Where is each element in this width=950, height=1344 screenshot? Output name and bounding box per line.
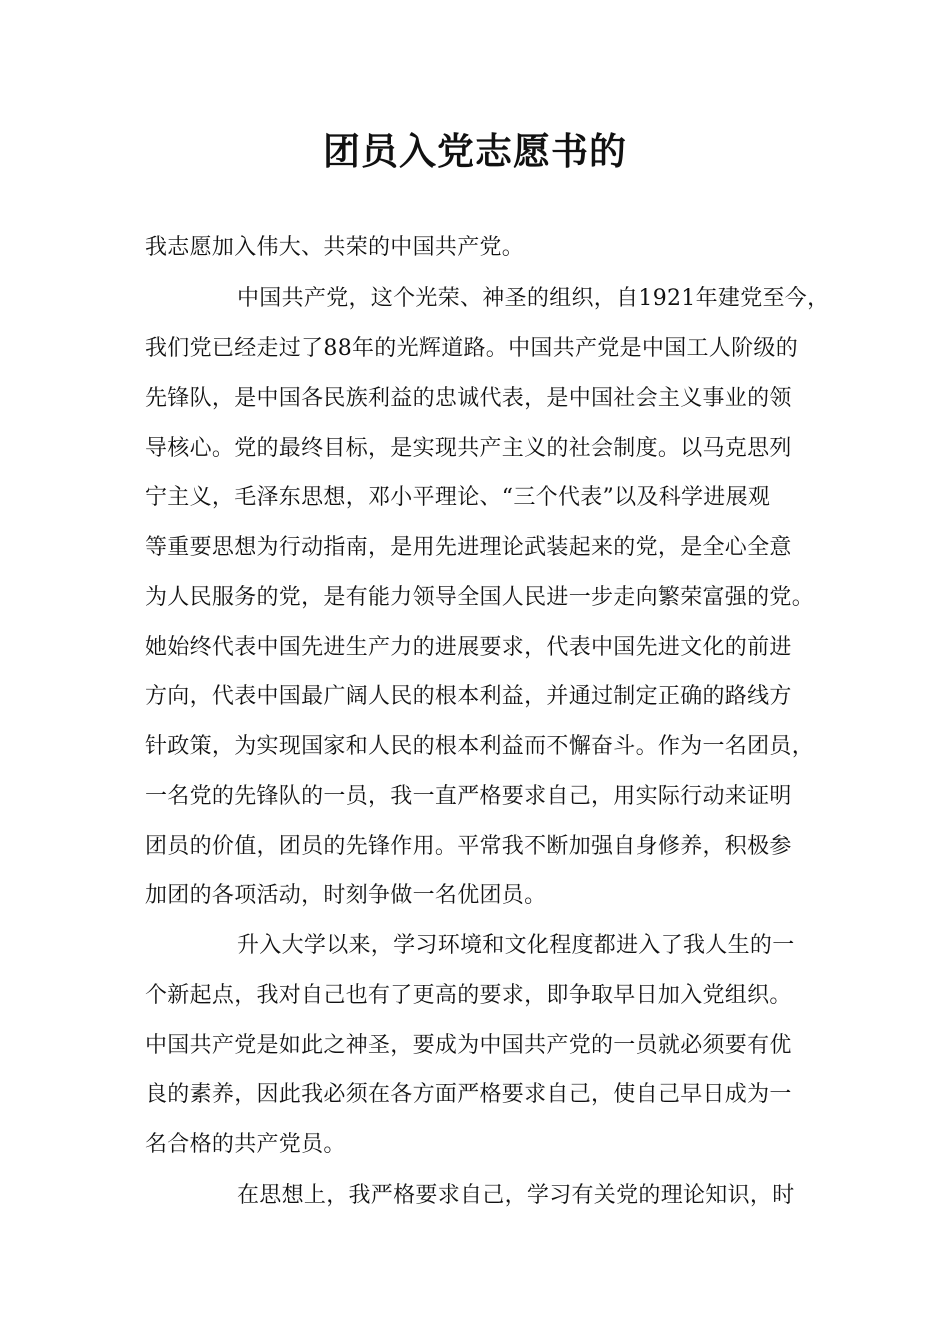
text-line: 团员的价值，团员的先锋作用。平常我不断加强自身修养，积极参	[145, 834, 792, 859]
text-line: 个新起点，我对自己也有了更高的要求，即争取早日加入党组织。	[145, 983, 792, 1008]
text-line: 先锋队，是中国各民族利益的忠诚代表，是中国社会主义事业的领	[145, 386, 792, 411]
text-line: 等重要思想为行动指南，是用先进理论武装起来的党，是全心全意	[145, 535, 792, 560]
text-line: 导核心。党的最终目标，是实现共产主义的社会制度。以马克思列	[145, 436, 792, 461]
text-line: 在思想上，我严格要求自己，学习有关党的理论知识，时	[237, 1183, 795, 1208]
document-title: 团员入党志愿书的	[323, 130, 627, 173]
text-line: 加团的各项活动，时刻争做一名优团员。	[145, 883, 547, 908]
text-line: 名合格的共产党员。	[145, 1132, 346, 1157]
text-line: 她始终代表中国先进生产力的进展要求，代表中国先进文化的前进	[145, 635, 792, 660]
text-line: 方向，代表中国最广阔人民的根本利益，并通过制定正确的路线方	[145, 684, 792, 709]
text-line: 为人民服务的党，是有能力领导全国人民进一步走向繁荣富强的党。	[145, 585, 815, 610]
text-line: 我志愿加入伟大、共荣的中国共产党。	[145, 235, 525, 260]
text-line: 良的素养，因此我必须在各方面严格要求自己，使自己早日成为一	[145, 1082, 792, 1107]
text-line: 中国共产党，这个光荣、神圣的组织，自1921年建党至今，	[237, 286, 830, 311]
text-line: 一名党的先锋队的一员，我一直严格要求自己，用实际行动来证明	[145, 784, 792, 809]
text-line: 我们党已经走过了88年的光辉道路。中国共产党是中国工人阶级的	[145, 336, 798, 361]
text-line: 宁主义，毛泽东思想，邓小平理论、“三个代表”以及科学进展观	[145, 485, 771, 510]
text-line: 针政策，为实现国家和人民的根本利益而不懈奋斗。作为一名团员，	[145, 734, 815, 759]
text-line: 升入大学以来，学习环境和文化程度都进入了我人生的一	[237, 933, 795, 958]
text-line: 中国共产党是如此之神圣，要成为中国共产党的一员就必须要有优	[145, 1033, 792, 1058]
